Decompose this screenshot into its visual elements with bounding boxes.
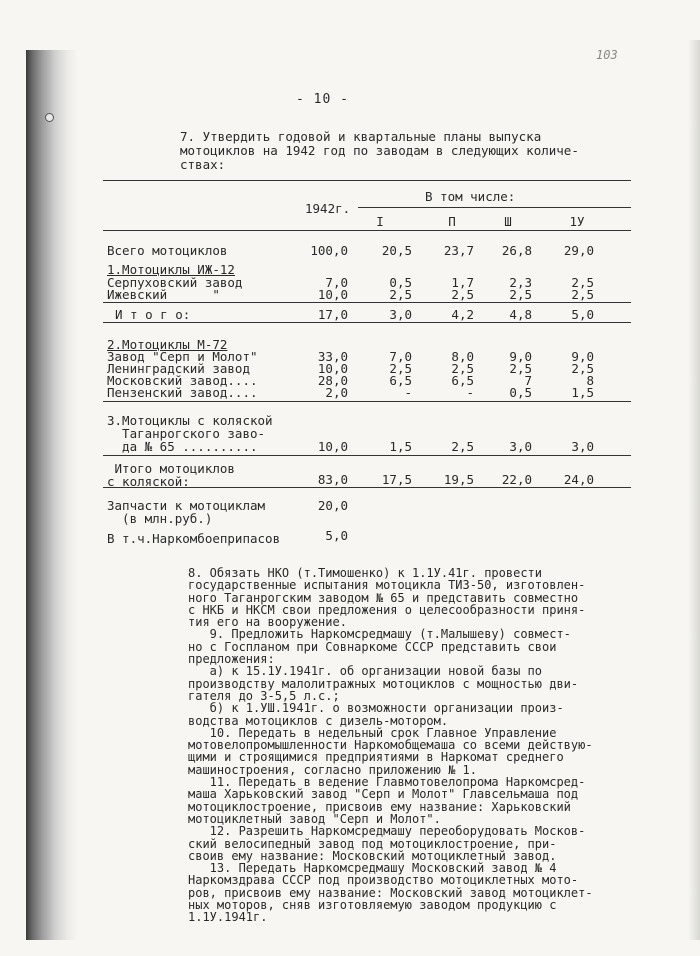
table-cell-q2: 2,5	[451, 361, 474, 376]
section-7-line: ствах:	[180, 157, 226, 172]
header-year: 1942г.	[305, 201, 351, 216]
table-cell-q3: 22,0	[501, 472, 532, 487]
body-line: но с Госпланом при Совнаркоме СССР представить свои	[188, 639, 557, 654]
body-paragraphs	[188, 567, 650, 924]
table-cell-q1: 1,5	[389, 439, 412, 454]
table-cell-q1: 6,5	[389, 373, 412, 388]
body-line: 13. Передать Наркомсредмашу Московский завод № 4	[188, 861, 557, 876]
table-cell-year: 10,0	[317, 361, 348, 376]
binding-hole	[45, 113, 54, 122]
table-cell-q1: 17,5	[381, 472, 412, 487]
table-cell-q3: 3,0	[509, 439, 532, 454]
table-cell-q2: 23,7	[443, 243, 474, 258]
table-cell-year: 20,0	[317, 498, 348, 513]
table-cell-q1: 7,0	[389, 349, 412, 364]
table-cell-q3: 9,0	[509, 349, 532, 364]
table-section-label: 2.Мотоциклы М-72	[107, 337, 228, 352]
body-line: 11. Передать в ведение Главмотовелопрома Наркомсред-	[188, 775, 586, 790]
body-line: 9. Предложить Наркомсредмашу (т.Малышеву) совмест-	[188, 627, 571, 642]
table-cell-q3: 7	[524, 373, 532, 388]
table-cell-q2: 2,5	[451, 287, 474, 302]
table-cell-q1: 2,5	[389, 361, 412, 376]
table-cell-q2: 8,0	[451, 349, 474, 364]
body-line: производству малолитражных мотоциклов с мощностью дви-	[188, 676, 579, 691]
body-line: ский велосипедный завод под мотоциклостроение, при-	[188, 836, 557, 851]
table-cell-q1: 3,0	[389, 307, 412, 322]
body-line: тия его на вооружение.	[188, 615, 347, 630]
table-cell-q1: 2,5	[389, 287, 412, 302]
table-top-rule	[103, 180, 631, 181]
section-7-line: мотоциклов на 1942 год по заводам в следующих количе-	[180, 143, 579, 158]
page-edge-shadow	[688, 40, 700, 940]
table-cell-q3: 2,3	[509, 275, 532, 290]
header-sub-rule	[358, 207, 631, 208]
body-line: своив ему название: Московский мотоциклетный завод.	[188, 848, 557, 863]
body-line: 8. Обязать НКО (т.Тимошенко) к 1.1У.41г. провести	[188, 566, 543, 580]
table-cell-q4: 8	[586, 373, 594, 388]
body-line: мотовелопромышленности Наркомобщемаша со всеми действую-	[188, 738, 593, 753]
table-row-label: Таганрогского заво-	[107, 426, 266, 441]
table-cell-year: 5,0	[325, 528, 348, 543]
table-cell-q3: 0,5	[509, 385, 532, 400]
body-line: машиностроения, согласно приложению № 1.	[188, 762, 477, 777]
body-line: щими и строящимися предприятиями в Наркомат среднего	[188, 750, 564, 765]
table-cell-year: 7,0	[325, 275, 348, 290]
table-row-label: Пензенский завод....	[107, 385, 258, 400]
body-line: мотоциклостроение, присвоив ему название: Харьковский	[188, 799, 571, 814]
rule-after-itogo	[103, 322, 631, 323]
table-cell-q4: 24,0	[563, 472, 594, 487]
header-bottom-rule	[103, 230, 631, 231]
body-line: с НКБ и НКСМ свои предложения о целесообразности приня-	[188, 602, 586, 617]
body-line: предложения:	[188, 652, 275, 667]
margin-page-note: 103	[596, 48, 618, 62]
page-number: - 10 -	[296, 92, 349, 107]
table-cell-q4: 2,5	[571, 287, 594, 302]
table-cell-year: 83,0	[317, 472, 348, 487]
table-cell-q1: 20,5	[381, 243, 412, 258]
table-cell-q4: 2,5	[571, 275, 594, 290]
table-cell-year: 28,0	[317, 373, 348, 388]
table-cell-q3: 4,8	[509, 307, 532, 322]
body-line: ного Таганрогским заводом № 65 и представить совместно	[188, 590, 579, 605]
table-row-label: (в млн.руб.)	[107, 511, 213, 526]
rule-after-m72	[103, 401, 631, 402]
table-row-label: Запчасти к мотоциклам	[107, 498, 266, 513]
table-row-label: Серпуховский завод	[107, 275, 243, 290]
header-including: В том числе:	[425, 189, 516, 204]
table-cell-year: 33,0	[317, 349, 348, 364]
table-cell-year: 10,0	[317, 439, 348, 454]
table-row-label: Ижевский "	[107, 287, 220, 302]
table-cell-q2: 4,2	[451, 307, 474, 322]
header-q4: 1У	[569, 214, 585, 229]
section-7-line: 7. Утвердить годовой и квартальные планы выпуска	[180, 129, 542, 144]
table-cell-q2: -	[466, 385, 474, 400]
table-section-label: 3.Мотоциклы с коляской	[107, 413, 273, 428]
body-line: Наркомздрава СССР под производство мотоциклетных мото-	[188, 873, 579, 888]
table-row-label: Итого мотоциклов	[107, 461, 235, 476]
body-line: ров, присвоив ему название: Московский завод мотоциклет-	[188, 885, 593, 900]
table-cell-q3: 2,5	[509, 287, 532, 302]
body-line: б) к 1.УШ.1941г. о возможности организации произ-	[188, 701, 564, 716]
table-cell-year: 10,0	[317, 287, 348, 302]
header-q2: П	[448, 214, 456, 229]
binding-spine	[26, 50, 78, 940]
table-cell-q2: 1,7	[451, 275, 474, 290]
body-line: а) к 15.1У.1941г. об организации новой базы по	[188, 664, 543, 679]
table-cell-q1: -	[404, 385, 412, 400]
table-cell-q4: 2,5	[571, 361, 594, 376]
table-cell-q2: 6,5	[451, 373, 474, 388]
table-row-label: В т.ч.Наркомбоеприпасов	[107, 531, 281, 546]
table-cell-q2: 19,5	[443, 472, 474, 487]
table-section-label: 1.Мотоциклы ИЖ-12	[107, 262, 235, 277]
table-row-label: Всего мотоциклов	[107, 243, 228, 258]
table-row-label: с коляской:	[107, 474, 190, 489]
body-line: 10. Передать в недельный срок Главное Управление	[188, 725, 557, 740]
table-cell-q3: 26,8	[501, 243, 532, 258]
table-cell-q3: 2,5	[509, 361, 532, 376]
table-cell-year: 2,0	[325, 385, 348, 400]
body-line: 1.1У.1941г.	[188, 910, 268, 925]
table-cell-q1: 0,5	[389, 275, 412, 290]
table-cell-year: 100,0	[310, 243, 348, 258]
body-line: мотоциклетный завод "Серп и Молот".	[188, 811, 441, 826]
body-line: гателя до 3-5,5 л.с.;	[188, 688, 340, 703]
body-line: 12. Разрешить Наркомсредмашу переоборудовать Москов-	[188, 824, 586, 839]
table-cell-year: 17,0	[317, 307, 348, 322]
body-line: государственные испытания мотоцикла ТИЗ-50, изготовлен-	[188, 578, 586, 593]
rule-after-sidecar	[103, 455, 631, 456]
table-cell-q4: 3,0	[571, 439, 594, 454]
header-q1: I	[376, 214, 384, 229]
table-cell-q4: 5,0	[571, 307, 594, 322]
body-line: ных моторов, сняв изготовляемую заводом продукцию с	[188, 898, 557, 913]
header-q3: Ш	[504, 214, 512, 229]
table-cell-q4: 1,5	[571, 385, 594, 400]
table-cell-q4: 9,0	[571, 349, 594, 364]
rule-after-izh	[103, 302, 631, 303]
body-line: водства мотоциклов с дизель-мотором.	[188, 713, 449, 728]
table-row-label: да № 65 ..........	[107, 439, 258, 454]
table-cell-q2: 2,5	[451, 439, 474, 454]
table-row-label: Завод "Серп и Молот"	[107, 349, 258, 364]
table-cell-q4: 29,0	[563, 243, 594, 258]
body-line: маша Харьковский завод "Серп и Молот" Главсельмаша под	[188, 787, 579, 802]
table-row-label: Ленинградский завод	[107, 361, 250, 376]
table-row-label: Московский завод....	[107, 373, 258, 388]
section-7-text	[180, 130, 630, 172]
table-row-label: И т о г о:	[115, 307, 191, 322]
